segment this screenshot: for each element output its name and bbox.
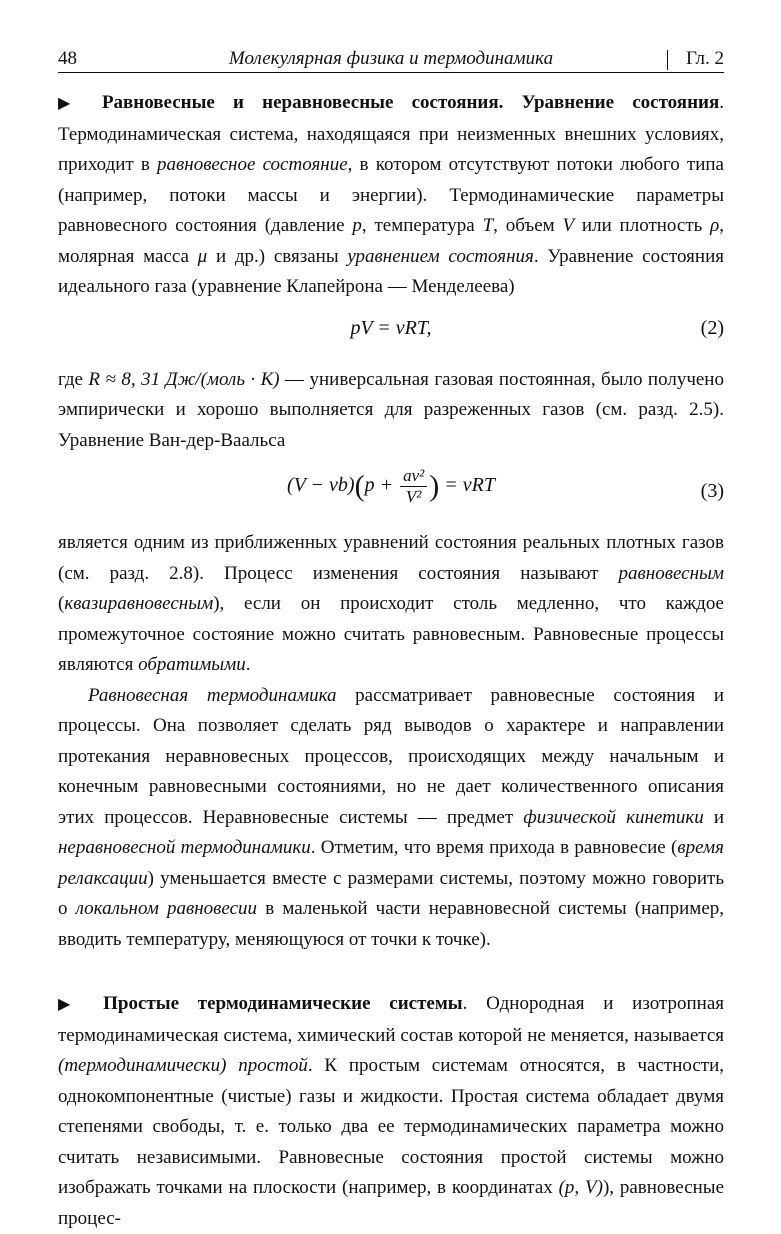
section-simple-systems: ▶ Простые термодинамические системы. Однородная и изотропная термодинамическая система, химический состав которой не меняется, называется (термодинамически) простой. К простым системам относятся, в частности, однокомпонентные (чистые) газы и жидкости. Простая система обладает двумя степенями свободы, т. е. только два ее термодинамических параметра можно считать независимыми. Равновесные состояния простой системы можно изображать точками на плоскости (например, в координатах (p, V)), равновесные процес-: [58, 993, 725, 1229]
header-rule: [58, 72, 724, 73]
term: равновесное состояние: [157, 154, 348, 175]
running-title: Молекулярная физика и термодинамика: [228, 48, 554, 69]
chapter-label: Гл. 2: [685, 48, 724, 69]
equation-number: (2): [700, 316, 724, 339]
term: Равновесная термодинамика: [88, 684, 337, 706]
term: квазиравновесным: [64, 593, 214, 614]
paragraph-gas-constant: где R ≈ 8, 31 Дж/(моль · К) — универсальная газовая постоянная, было получено эмпирически и хорошо выполняется для разреженных газов (см. разд. 2.5). Уравнение Ван-дер-Ваальса: [58, 368, 724, 451]
equation-expression: pV = νRT,: [350, 316, 432, 339]
header-separator: [667, 50, 668, 70]
term: уравнением состояния: [347, 245, 534, 267]
equation-3: [58, 456, 724, 528]
section-equilibrium-states: ▶ Равновесные и неравновесные состояния. Уравнение состояния. Термодинамическая система, находящаяся при неизменных внешних условиях, приходит в равновесное состояние, в котором отсутствуют потоки любого типа (например, потоки массы и энергии). Термодинамические параметры равновесного состояния (давление p, температура T, объем V или плотность ρ, молярная масса μ и др.) связаны уравнением состояния. Уравнение состояния идеального газа (уравнение Клапейрона — Менделеева): [58, 92, 724, 297]
section-marker-icon: ▶: [58, 95, 84, 112]
term: неравновесной термодинамики: [58, 837, 311, 858]
inline-formula: (p, V): [558, 1177, 603, 1198]
section-heading: Простые термодинамические системы: [103, 993, 463, 1014]
term: равновесным: [618, 562, 724, 584]
term: (термодинамически) простой: [58, 1055, 308, 1076]
section-marker-icon: ▶: [58, 996, 85, 1013]
section-gap: [58, 955, 724, 989]
term: локальном равновесии: [75, 898, 258, 919]
section-heading: Равновесные и неравновесные состояния. Уравнение состояния: [101, 92, 720, 113]
term: обратимыми: [138, 654, 246, 675]
paragraph-equilibrium-thermodynamics: Равновесная термодинамика рассматривает равновесные состояния и процессы. Она позволяет сделать ряд выводов о характере и направлении протекания неравновесных процессов, происходящих между начальным и конечным равновесными состояниями, но не дает количественного описания этих процессов. Неравновесные системы — предмет физической кинетики и неравновесной термодинамики. Отметим, что время прихода в равновесие (время релаксации) уменьшается вместе с размерами системы, поэтому можно говорить о локальном равновесии в маленькой части неравновесной системы (например, вводить температуру, меняющуюся от точки к точке).: [58, 684, 725, 950]
running-header: [58, 48, 724, 74]
equation-number: (3): [700, 480, 724, 502]
term: физической кинетики: [523, 806, 704, 828]
page-body: [58, 88, 724, 1234]
term: время релаксации: [58, 837, 724, 889]
paragraph-equilibrium-process: является одним из приближенных уравнений состояния реальных плотных газов (см. разд. 2.8). Процесс изменения состояния называют равновесным (квазиравновесным), если он происходит столь медленно, что каждое промежуточное состояние можно считать равновесным. Равновесные процессы являются обратимыми.: [58, 532, 724, 675]
equation-2: [58, 303, 724, 365]
fraction: $\frac{\text{aν²}}{\text{V²}}$: [400, 466, 427, 507]
page-number: 48: [58, 48, 77, 69]
equation-expression: (V − νb)(p + $\frac{\text{aν²}}{\text{V²}}$ ) = νRT: [287, 466, 495, 506]
inline-formula: R ≈ 8, 31 Дж/(моль · К): [88, 368, 280, 390]
